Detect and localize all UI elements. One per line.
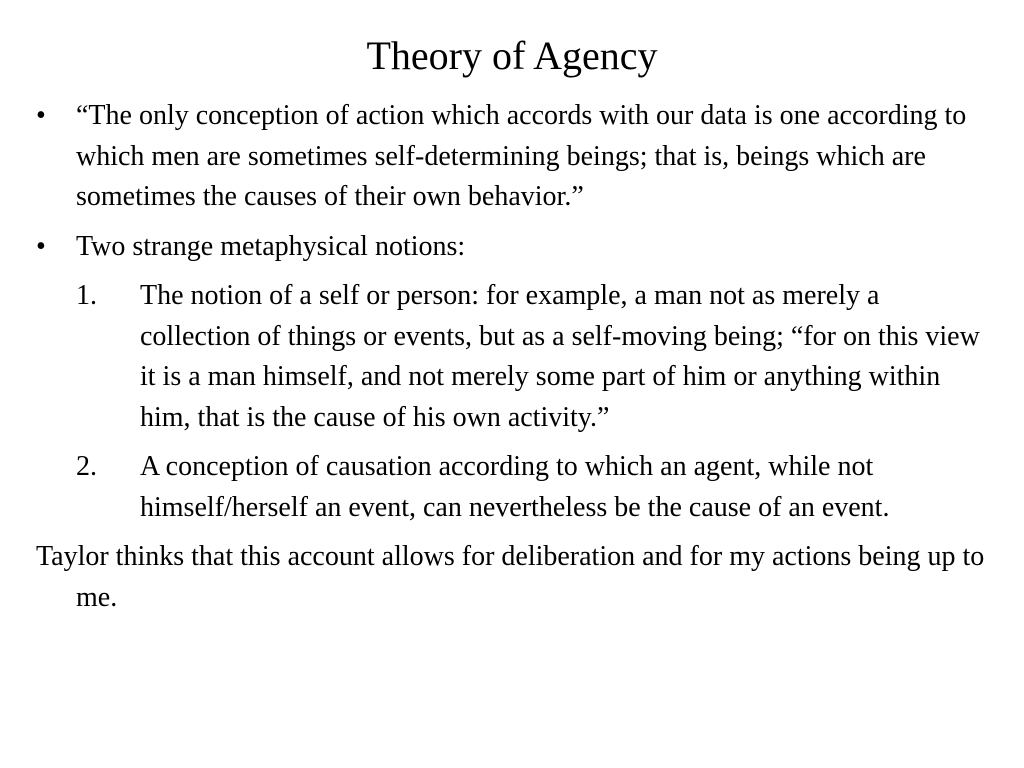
bullet-marker: •: [36, 230, 46, 262]
item-number: 1.: [76, 280, 97, 311]
slide-body: [36, 96, 986, 618]
bullet-text: “The only conception of action which accords with our data is one according to which men are sometimes self-determining beings; that is, beings which are sometimes the causes of their own behavior.”: [76, 100, 967, 212]
item-number: 2.: [76, 451, 97, 482]
bullet-marker: •: [36, 100, 46, 131]
bullet-item-quote: [36, 96, 986, 218]
item-text: The notion of a self or person: for example, a man not as merely a collection of things or events, but as a self-moving being; “for on this view it is a man himself, and not merely some part of him or anything within him, that is the cause of his own activity.”: [140, 280, 980, 433]
numbered-item-causation: [36, 447, 986, 528]
bullet-text: Two strange metaphysical notions:: [76, 230, 466, 262]
conclusion-text: Taylor thinks that this account allows for deliberation and for my actions being up to me.: [36, 541, 985, 613]
slide-title: Theory of Agency: [366, 33, 658, 78]
numbered-item-self: [36, 276, 986, 438]
item-text: A conception of causation according to which an agent, while not himself/herself an event, can nevertheless be the cause of an event.: [140, 451, 890, 523]
bullet-item-notions: [36, 227, 986, 268]
